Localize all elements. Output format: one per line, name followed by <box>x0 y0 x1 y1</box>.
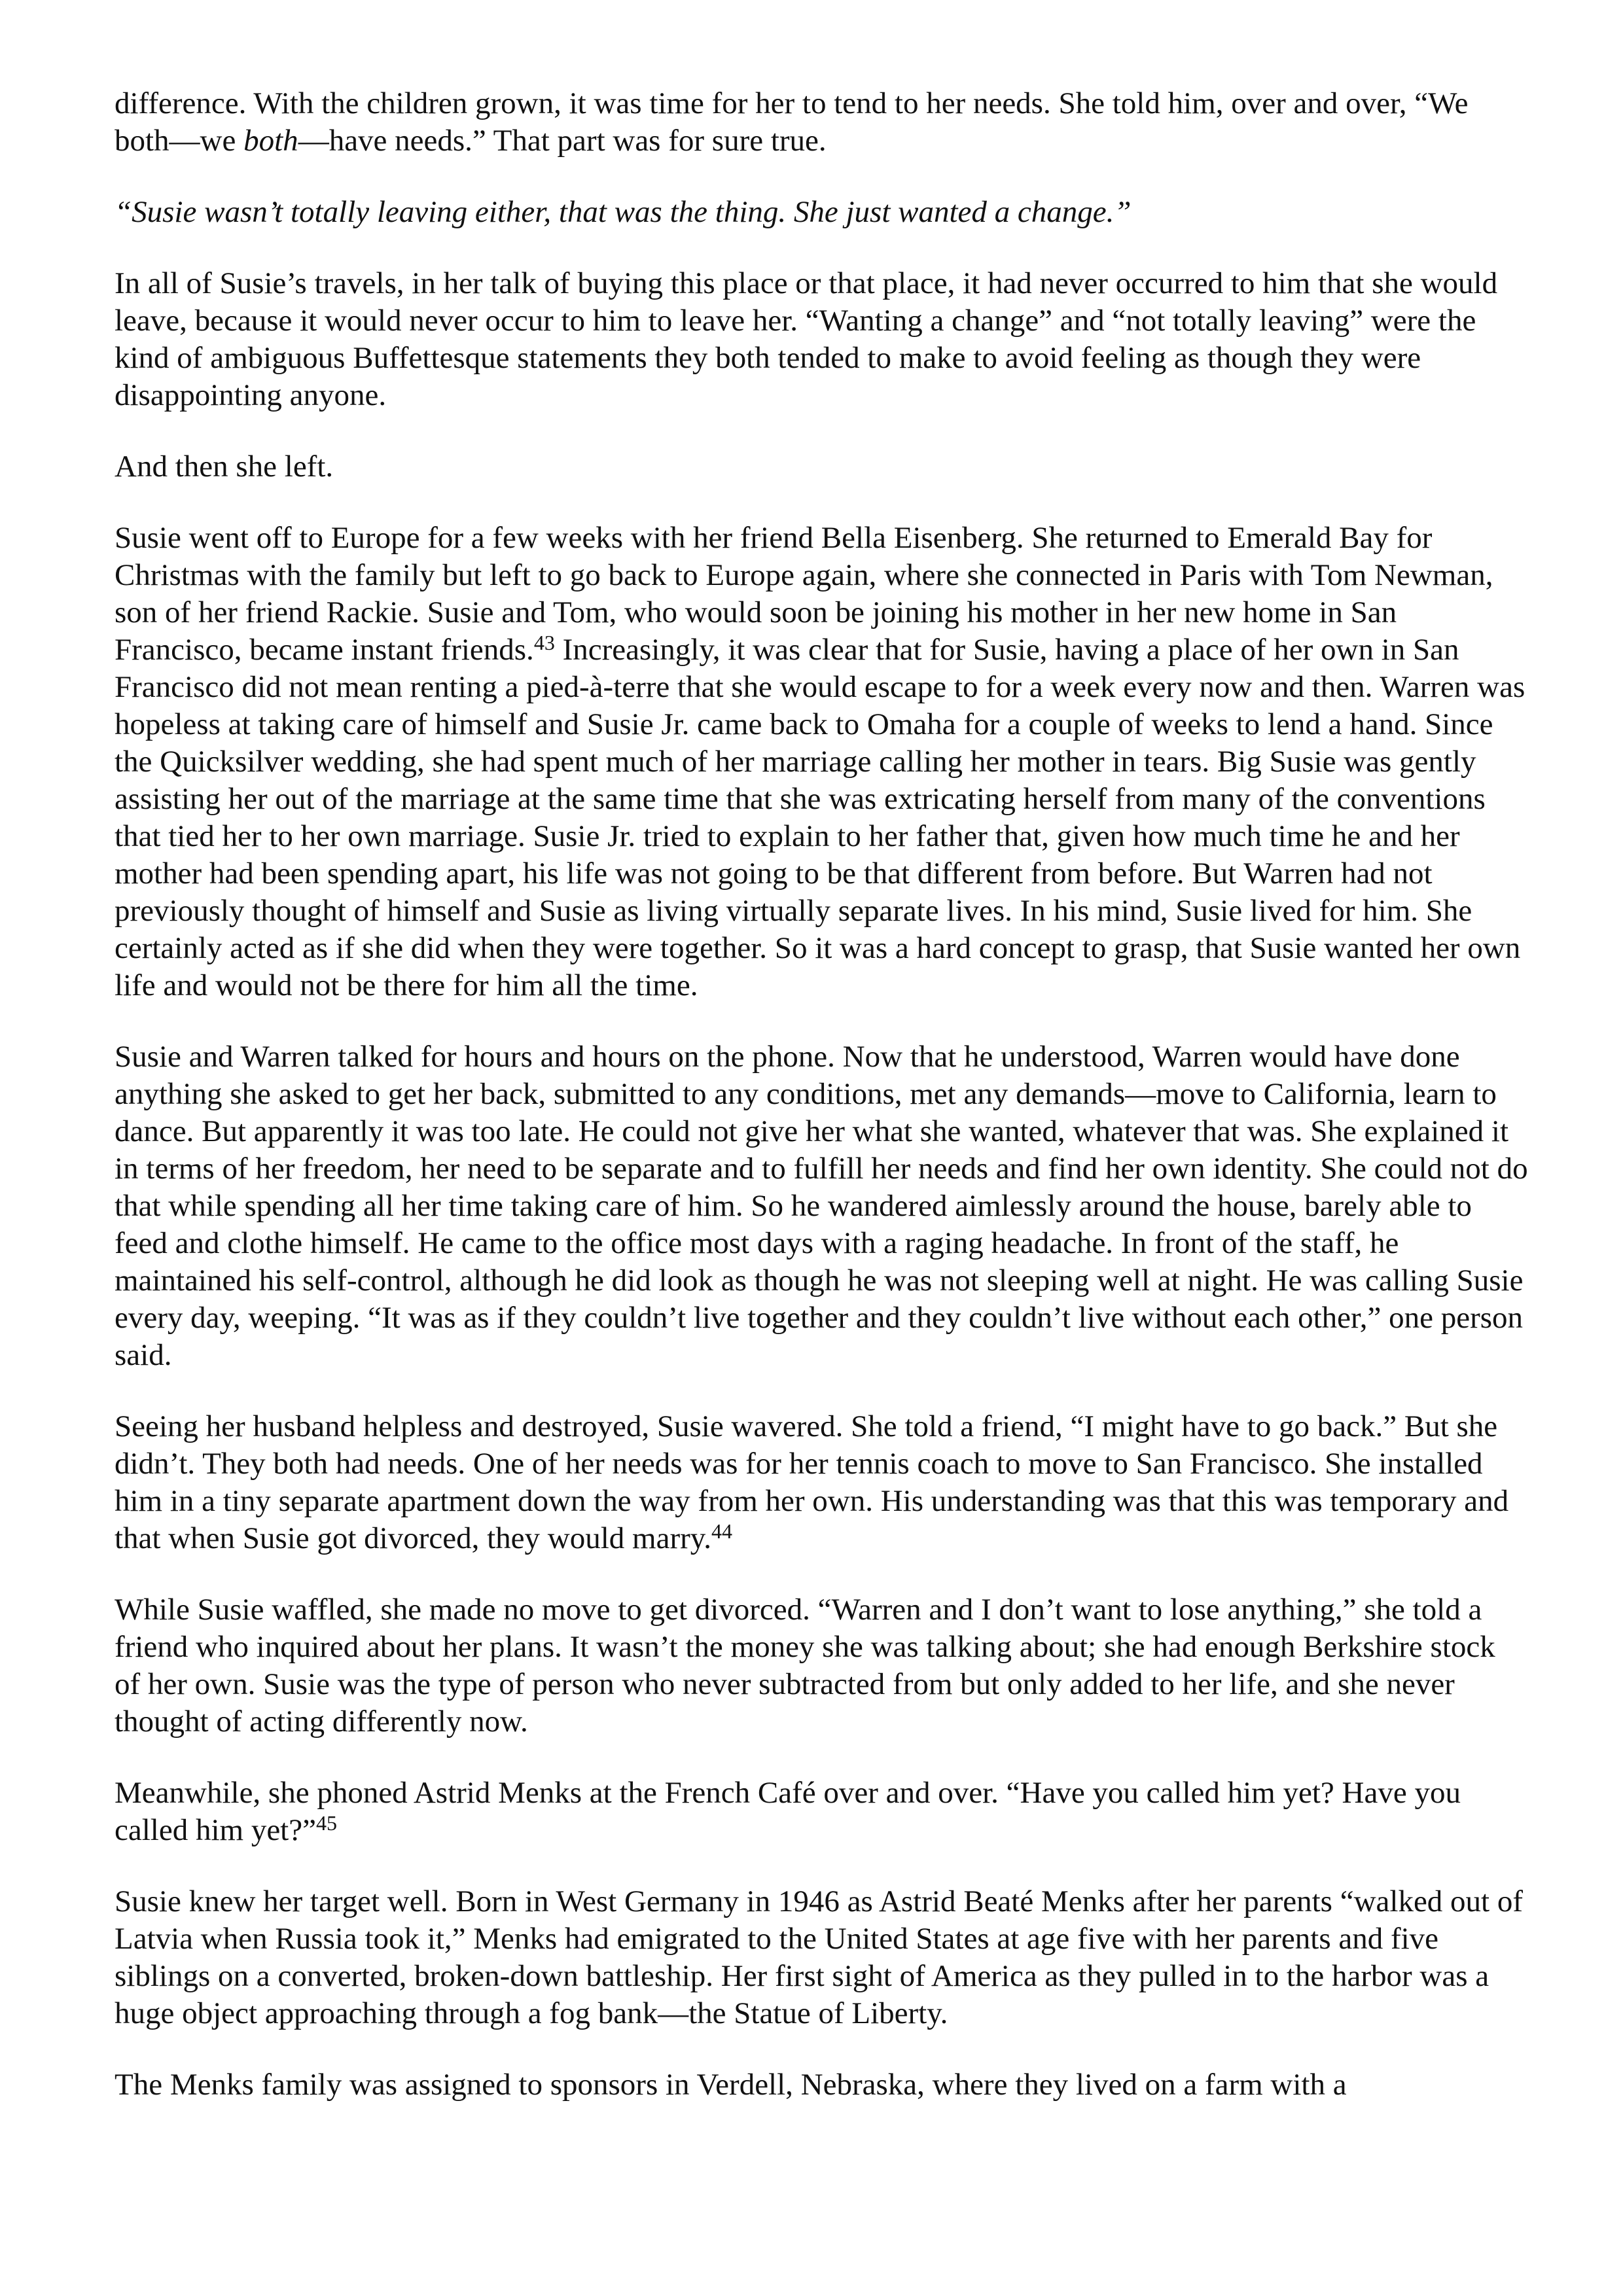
text-run: Increasingly, it was clear that for Susie, having a place of her own in San Francisco did not mean renting a pied-à-terre that she would escape to for a week every now and then. Warren was hopeless at taking care of himself and Susie Jr. came back to Omaha for a couple of weeks to lend a hand. Since the Quicksilver wedding, she had spent much of her marriage calling her mother in tears. Big Susie was gently assisting her out of the marriage at the same time that she was extricating herself from many of the conventions that tied her to her own marriage. Susie Jr. tried to explain to her father that, given how much time he and her mother had been spending apart, his life was not going to be that different from before. But Warren had not previously thought of himself and Susie as living virtually separate lives. In his mind, Susie lived for him. She certainly acted as if she did when they were together. So it was a hard concept to grasp, that Susie wanted her own life and would not be there for him all the time. <box>115 633 1525 1002</box>
italic-run: both <box>243 124 298 158</box>
italic-quote-paragraph <box>115 194 1528 231</box>
text-run: While Susie waffled, she made no move to get divorced. “Warren and I don’t want to lose anything,” she told a friend who inquired about her plans. It wasn’t the money she was talking about; she had enough Berkshire stock of her own. Susie was the type of person who never subtracted from but only added to her life, and she never thought of acting differently now. <box>115 1593 1495 1739</box>
paragraph <box>115 520 1528 1004</box>
footnote-marker: 45 <box>315 1811 337 1835</box>
paragraph <box>115 2066 1528 2104</box>
text-run: And then she left. <box>115 450 334 484</box>
footnote-marker: 43 <box>533 631 555 654</box>
paragraph <box>115 1591 1528 1740</box>
text-run: Susie and Warren talked for hours and hours on the phone. Now that he understood, Warren would have done anything she asked to get her back, submitted to any conditions, met any demands—move to California, learn to dance. But apparently it was too late. He could not give her what she wanted, whatever that was. She explained it in terms of her freedom, her need to be separate and to fulfill her needs and find her own identity. She could not do that while spending all her time taking care of him. So he wandered aimlessly around the house, barely able to feed and clothe himself. He came to the office most days with a raging headache. In front of the staff, he maintained his self-control, although he did look as though he was not sleeping well at night. He was calling Susie every day, weeping. “It was as if they couldn’t live together and they couldn’t live without each other,” one person said. <box>115 1040 1528 1372</box>
text-run: Susie knew her target well. Born in West Germany in 1946 as Astrid Beaté Menks after her parents “walked out of Latvia when Russia took it,” Menks had emigrated to the United States at age five with her parents and five siblings on a converted, broken-down battleship. Her first sight of America as they pulled in to the harbor was a huge object approaching through a fog bank—the Statue of Liberty. <box>115 1884 1524 2030</box>
text-run: The Menks family was assigned to sponsors in Verdell, Nebraska, where they lived on a farm with a <box>115 2068 1347 2102</box>
paragraph <box>115 85 1528 160</box>
text-run: Seeing her husband helpless and destroyed, Susie wavered. She told a friend, “I might have to go back.” But she didn’t. They both had needs. One of her needs was for her tennis coach to move to San Francisco. She installed him in a tiny separate apartment down the way from her own. His understanding was that this was temporary and that when Susie got divorced, they would marry. <box>115 1409 1509 1555</box>
paragraph <box>115 1883 1528 2032</box>
text-run: Meanwhile, she phoned Astrid Menks at the French Café over and over. “Have you called him yet? Have you called him yet?” <box>115 1776 1461 1847</box>
text-run: Susie went off to Europe for a few weeks with her friend Bella Eisenberg. She returned to Emerald Bay for Christmas with the family but left to go back to Europe again, where she connected in Paris with Tom Newman, son of her friend Rackie. Susie and Tom, who would soon be joining his mother in her new home in San Francisco, became instant friends. <box>115 521 1493 667</box>
paragraph <box>115 265 1528 414</box>
paragraph <box>115 1408 1528 1557</box>
text-run: In all of Susie’s travels, in her talk of buying this place or that place, it had never occurred to him that she would leave, because it would never occur to him to leave her. “Wanting a change” and “not totally leaving” were the kind of ambiguous Buffettesque statements they both tended to make to avoid feeling as though they were disappointing anyone. <box>115 266 1498 412</box>
text-run: difference. With the children grown, it was time for her to tend to her needs. She told him, over and over, “We both—we <box>115 86 1469 158</box>
paragraph <box>115 448 1528 486</box>
text-run: —have needs.” That part was for sure true. <box>298 124 827 158</box>
text-run: “Susie wasn’t totally leaving either, that was the thing. She just wanted a change.” <box>115 195 1132 229</box>
footnote-marker: 44 <box>711 1519 732 1543</box>
paragraph <box>115 1775 1528 1849</box>
paragraph <box>115 1038 1528 1374</box>
document-page <box>115 85 1528 2138</box>
